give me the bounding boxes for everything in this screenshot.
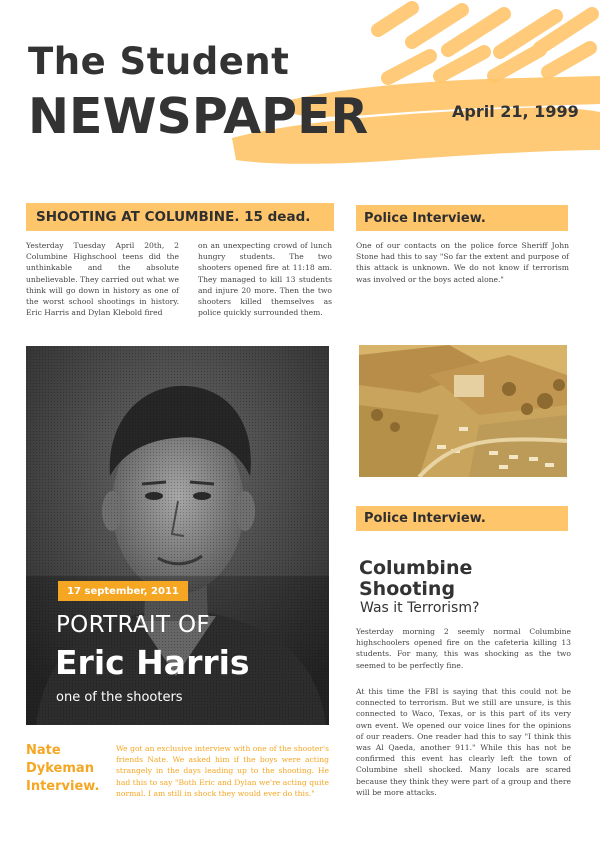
police-interview-headline: Police Interview. xyxy=(356,205,568,231)
second-police-interview-headline: Police Interview. xyxy=(356,506,568,531)
main-story-column-2: on an unexpecting crowd of lunch hungry students. The two shooters opened fire at 11:18 am. They managed to kill 13 students and injure 20 more. Then the two shooters killed themselves as police quickly surrounded them. xyxy=(198,241,332,318)
nate-title-line2: Dykeman xyxy=(26,761,94,776)
nate-interview-title xyxy=(26,742,99,796)
portrait-heading: PORTRAIT OF xyxy=(56,612,210,638)
article-subtitle: Was it Terrorism? xyxy=(360,600,480,616)
portrait-date-tag: 17 september, 2011 xyxy=(58,581,188,601)
article-title-line1: Columbine xyxy=(359,557,473,579)
school-aerial-illustration xyxy=(359,345,567,477)
school-aerial-photo xyxy=(359,345,567,477)
masthead-date: April 21, 1999 xyxy=(452,102,579,121)
police-interview-text: One of our contacts on the police force Sheriff John Stone had this to say "So far the extent and purpose of this attack is unknown. We do not know if terrorism was involved or the boys acted alone." xyxy=(356,241,569,284)
main-story-column-1: Yesterday Tuesday April 20th, 2 Columbine Highschool teens did the unthinkable and the absolute unbelievable. They carried out what we think will go down in history as one of the worst school shootings in history. Eric Harris and Dylan Klebold fired xyxy=(26,241,179,318)
article-title-line2: Shooting xyxy=(359,578,456,600)
article-paragraph-1: Yesterday morning 2 seemly normal Columbine highschoolers opened fire on the cafeteria killing 13 students. For many, this was shocking as the two seemed to be perfectly fine. xyxy=(356,627,571,670)
nate-interview-text: We got an exclusive interview with one of the shooter's friends Nate. We asked him if the boys were acting strangely in the days leading up to the shooting. He had this to say "Both Eric and Dylan we're acting quite normal. I am still in shock they would ever do this." xyxy=(116,744,329,798)
article-title xyxy=(359,558,472,600)
article-paragraph-2: At this time the FBI is saying that this could not be connected to terrorism. But we still are unsure, is this connected to Waco, Texas, or is this part of its very own event. We opened our voice lines for the opinions of our readers. One reader had this to say "I think this was Al Qaeda, another 911." While this has not be confirmed this event has clearly left the town of Columbine shell shocked. Many locals are scared because they think they were part of a group and there will be more attacks. xyxy=(356,687,571,797)
nate-title-line3: Interview. xyxy=(26,779,100,794)
nate-title-line1: Nate xyxy=(26,743,61,758)
main-story-headline: SHOOTING AT COLUMBINE. 15 dead. xyxy=(26,203,334,231)
masthead-title-line2: NEWSPAPER xyxy=(28,88,369,145)
portrait-subtitle: one of the shooters xyxy=(56,690,183,705)
portrait-name: Eric Harris xyxy=(55,643,250,682)
masthead-title-line1: The Student xyxy=(28,40,290,83)
